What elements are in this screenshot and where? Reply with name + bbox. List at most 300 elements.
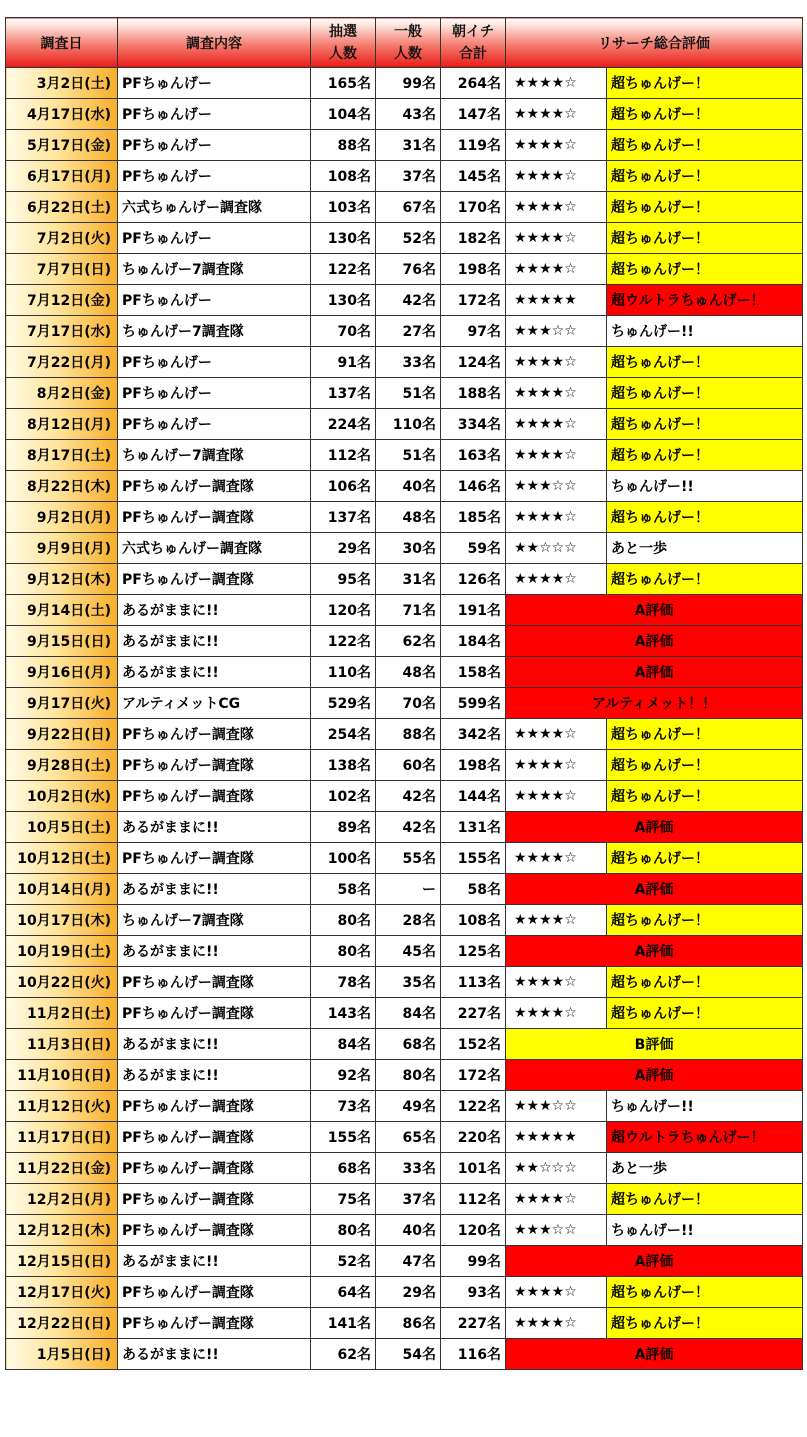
survey-content-cell: PFちゅんげー [118,347,311,378]
rating-stars-cell: ★★★★☆ [506,99,607,130]
total-count-cell: 99名 [441,1246,506,1277]
lottery-count-cell: 95名 [311,564,376,595]
survey-date-cell: 10月12日(土) [6,843,118,874]
rating-stars-cell: ★★★★☆ [506,905,607,936]
total-count-cell: 116名 [441,1339,506,1370]
lottery-count-cell: 84名 [311,1029,376,1060]
survey-date-cell: 1月5日(日) [6,1339,118,1370]
general-count-cell: 54名 [376,1339,441,1370]
rating-eval-cell: A評価 [506,812,803,843]
total-count-cell: 124名 [441,347,506,378]
total-count-cell: 220名 [441,1122,506,1153]
header-total [441,18,506,68]
survey-content-cell: あるがままに!! [118,1246,311,1277]
table-row [6,688,803,719]
survey-content-cell: PFちゅんげー調査隊 [118,967,311,998]
rating-stars-cell: ★★★★☆ [506,1277,607,1308]
rating-eval-cell: 超ちゅんげー！ [607,223,803,254]
table-row [6,843,803,874]
rating-eval-cell: 超ちゅんげー！ [607,99,803,130]
lottery-count-cell: 155名 [311,1122,376,1153]
rating-eval-cell: 超ウルトラちゅんげー！ [607,1122,803,1153]
survey-date-cell: 5月17日(金) [6,130,118,161]
rating-stars-cell: ★★★★☆ [506,192,607,223]
general-count-cell: 48名 [376,657,441,688]
survey-content-cell: あるがままに!! [118,626,311,657]
header-content: 調査内容 [118,18,311,68]
survey-date-cell: 4月17日(水) [6,99,118,130]
lottery-count-cell: 122名 [311,254,376,285]
general-count-cell: 47名 [376,1246,441,1277]
rating-eval-cell: 超ウルトラちゅんげー！ [607,285,803,316]
survey-date-cell: 3月2日(土) [6,68,118,99]
survey-date-cell: 9月17日(火) [6,688,118,719]
total-count-cell: 188名 [441,378,506,409]
total-count-cell: 198名 [441,750,506,781]
table-row [6,1060,803,1091]
general-count-cell: 67名 [376,192,441,223]
rating-stars-cell: ★★★★☆ [506,843,607,874]
rating-eval-cell: アルティメット！！ [506,688,803,719]
lottery-count-cell: 68名 [311,1153,376,1184]
survey-content-cell: PFちゅんげー [118,378,311,409]
table-row [6,719,803,750]
table-row [6,750,803,781]
lottery-count-cell: 138名 [311,750,376,781]
general-count-cell: 80名 [376,1060,441,1091]
survey-content-cell: PFちゅんげー調査隊 [118,750,311,781]
survey-content-cell: PFちゅんげー調査隊 [118,1277,311,1308]
table-row [6,1215,803,1246]
general-count-cell: 43名 [376,99,441,130]
survey-content-cell: あるがままに!! [118,1060,311,1091]
survey-content-cell: ちゅんげー7調査隊 [118,440,311,471]
rating-eval-cell: 超ちゅんげー！ [607,967,803,998]
lottery-count-cell: 112名 [311,440,376,471]
rating-stars-cell: ★★★★☆ [506,719,607,750]
rating-stars-cell: ★★★★☆ [506,254,607,285]
research-table [5,17,803,1370]
survey-content-cell: あるがままに!! [118,874,311,905]
table-row [6,1339,803,1370]
table-row [6,502,803,533]
lottery-count-cell: 122名 [311,626,376,657]
table-row [6,1029,803,1060]
table-row [6,285,803,316]
general-count-cell: 35名 [376,967,441,998]
rating-stars-cell: ★★★★☆ [506,378,607,409]
total-count-cell: 198名 [441,254,506,285]
survey-content-cell: PFちゅんげー調査隊 [118,1153,311,1184]
survey-date-cell: 11月3日(日) [6,1029,118,1060]
lottery-count-cell: 104名 [311,99,376,130]
header-date: 調査日 [6,18,118,68]
rating-stars-cell: ★★★☆☆ [506,1091,607,1122]
rating-stars-cell: ★★★★☆ [506,347,607,378]
general-count-cell: 84名 [376,998,441,1029]
header-total-line1: 朝イチ [452,23,494,40]
lottery-count-cell: 88名 [311,130,376,161]
survey-content-cell: PFちゅんげー調査隊 [118,1091,311,1122]
survey-date-cell: 8月17日(土) [6,440,118,471]
rating-eval-cell: ちゅんげー!! [607,316,803,347]
survey-content-cell: PFちゅんげー [118,99,311,130]
survey-content-cell: PFちゅんげー調査隊 [118,998,311,1029]
table-row [6,347,803,378]
lottery-count-cell: 529名 [311,688,376,719]
rating-eval-cell: 超ちゅんげー！ [607,347,803,378]
rating-eval-cell: 超ちゅんげー！ [607,905,803,936]
table-row [6,564,803,595]
survey-date-cell: 8月2日(金) [6,378,118,409]
lottery-count-cell: 130名 [311,285,376,316]
general-count-cell: 70名 [376,688,441,719]
table-row [6,471,803,502]
general-count-cell: 65名 [376,1122,441,1153]
survey-date-cell: 7月17日(水) [6,316,118,347]
rating-eval-cell: 超ちゅんげー！ [607,68,803,99]
survey-content-cell: PFちゅんげー調査隊 [118,781,311,812]
rating-stars-cell: ★★★★☆ [506,161,607,192]
total-count-cell: 599名 [441,688,506,719]
survey-content-cell: PFちゅんげー調査隊 [118,564,311,595]
general-count-cell: 42名 [376,781,441,812]
rating-stars-cell: ★★☆☆☆ [506,1153,607,1184]
total-count-cell: 112名 [441,1184,506,1215]
survey-content-cell: PFちゅんげー [118,285,311,316]
rating-eval-cell: 超ちゅんげー！ [607,998,803,1029]
survey-content-cell: PFちゅんげー [118,223,311,254]
rating-eval-cell: B評価 [506,1029,803,1060]
survey-date-cell: 11月22日(金) [6,1153,118,1184]
total-count-cell: 342名 [441,719,506,750]
table-row [6,657,803,688]
rating-stars-cell: ★★★★★ [506,1122,607,1153]
rating-stars-cell: ★★★★☆ [506,564,607,595]
rating-eval-cell: 超ちゅんげー！ [607,564,803,595]
general-count-cell: 49名 [376,1091,441,1122]
rating-eval-cell: 超ちゅんげー！ [607,781,803,812]
table-header [6,18,803,68]
rating-stars-cell: ★★★★☆ [506,68,607,99]
total-count-cell: 182名 [441,223,506,254]
rating-eval-cell: ちゅんげー!! [607,1215,803,1246]
rating-eval-cell: 超ちゅんげー！ [607,1277,803,1308]
table-row [6,812,803,843]
lottery-count-cell: 254名 [311,719,376,750]
survey-date-cell: 7月22日(月) [6,347,118,378]
rating-eval-cell: 超ちゅんげー！ [607,378,803,409]
survey-date-cell: 8月12日(月) [6,409,118,440]
general-count-cell: 55名 [376,843,441,874]
survey-date-cell: 9月22日(日) [6,719,118,750]
table-row [6,781,803,812]
rating-eval-cell: あと一歩 [607,533,803,564]
lottery-count-cell: 58名 [311,874,376,905]
total-count-cell: 93名 [441,1277,506,1308]
total-count-cell: 152名 [441,1029,506,1060]
table-row [6,1122,803,1153]
table-body [6,68,803,1370]
table-row [6,1184,803,1215]
table-row [6,99,803,130]
survey-date-cell: 9月28日(土) [6,750,118,781]
table-row [6,626,803,657]
lottery-count-cell: 165名 [311,68,376,99]
survey-content-cell: PFちゅんげー [118,68,311,99]
survey-date-cell: 9月14日(土) [6,595,118,626]
table-row [6,440,803,471]
table-row [6,223,803,254]
lottery-count-cell: 80名 [311,936,376,967]
lottery-count-cell: 52名 [311,1246,376,1277]
rating-eval-cell: 超ちゅんげー！ [607,192,803,223]
general-count-cell: 88名 [376,719,441,750]
survey-content-cell: あるがままに!! [118,936,311,967]
survey-date-cell: 9月16日(月) [6,657,118,688]
survey-date-cell: 7月2日(火) [6,223,118,254]
table-row [6,409,803,440]
total-count-cell: 172名 [441,1060,506,1091]
rating-eval-cell: A評価 [506,1060,803,1091]
survey-content-cell: あるがままに!! [118,812,311,843]
lottery-count-cell: 100名 [311,843,376,874]
general-count-cell: 51名 [376,378,441,409]
rating-stars-cell: ★★★★☆ [506,440,607,471]
survey-content-cell: 六式ちゅんげー調査隊 [118,533,311,564]
lottery-count-cell: 75名 [311,1184,376,1215]
lottery-count-cell: 103名 [311,192,376,223]
survey-date-cell: 10月2日(水) [6,781,118,812]
survey-content-cell: PFちゅんげー調査隊 [118,471,311,502]
total-count-cell: 170名 [441,192,506,223]
rating-eval-cell: 超ちゅんげー！ [607,254,803,285]
lottery-count-cell: 80名 [311,1215,376,1246]
rating-stars-cell: ★★★★☆ [506,967,607,998]
survey-date-cell: 7月7日(日) [6,254,118,285]
general-count-cell: 40名 [376,1215,441,1246]
survey-content-cell: ちゅんげー7調査隊 [118,905,311,936]
lottery-count-cell: 64名 [311,1277,376,1308]
header-lottery-line2: 人数 [329,45,357,62]
rating-stars-cell: ★★★★☆ [506,1308,607,1339]
survey-content-cell: PFちゅんげー [118,130,311,161]
header-general-line1: 一般 [394,23,422,40]
table-row [6,1246,803,1277]
total-count-cell: 131名 [441,812,506,843]
header-total-line2: 合計 [459,45,487,62]
total-count-cell: 126名 [441,564,506,595]
header-general-line2: 人数 [394,45,422,62]
general-count-cell: 31名 [376,564,441,595]
rating-stars-cell: ★★★★☆ [506,409,607,440]
rating-eval-cell: 超ちゅんげー！ [607,750,803,781]
survey-date-cell: 12月2日(月) [6,1184,118,1215]
general-count-cell: 28名 [376,905,441,936]
total-count-cell: 227名 [441,1308,506,1339]
survey-content-cell: PFちゅんげー調査隊 [118,843,311,874]
lottery-count-cell: 137名 [311,378,376,409]
survey-date-cell: 9月2日(月) [6,502,118,533]
table-row [6,874,803,905]
general-count-cell: 29名 [376,1277,441,1308]
general-count-cell: 33名 [376,1153,441,1184]
total-count-cell: 163名 [441,440,506,471]
survey-date-cell: 11月17日(日) [6,1122,118,1153]
total-count-cell: 122名 [441,1091,506,1122]
survey-content-cell: PFちゅんげー [118,161,311,192]
table-row [6,161,803,192]
rating-stars-cell: ★★★★☆ [506,781,607,812]
survey-date-cell: 12月17日(火) [6,1277,118,1308]
general-count-cell: 27名 [376,316,441,347]
survey-content-cell: PFちゅんげー調査隊 [118,719,311,750]
total-count-cell: 227名 [441,998,506,1029]
rating-stars-cell: ★★★★☆ [506,130,607,161]
rating-stars-cell: ★★★☆☆ [506,316,607,347]
total-count-cell: 185名 [441,502,506,533]
rating-eval-cell: 超ちゅんげー！ [607,1184,803,1215]
survey-date-cell: 6月17日(月) [6,161,118,192]
survey-date-cell: 11月2日(土) [6,998,118,1029]
rating-stars-cell: ★★★☆☆ [506,471,607,502]
total-count-cell: 120名 [441,1215,506,1246]
rating-eval-cell: A評価 [506,1339,803,1370]
general-count-cell: 33名 [376,347,441,378]
survey-content-cell: ちゅんげー7調査隊 [118,316,311,347]
total-count-cell: 191名 [441,595,506,626]
table-row [6,1091,803,1122]
total-count-cell: 101名 [441,1153,506,1184]
general-count-cell: 110名 [376,409,441,440]
general-count-cell: 40名 [376,471,441,502]
general-count-cell: 31名 [376,130,441,161]
table-row [6,378,803,409]
survey-content-cell: あるがままに!! [118,1029,311,1060]
survey-date-cell: 11月12日(火) [6,1091,118,1122]
table-row [6,1308,803,1339]
general-count-cell: 99名 [376,68,441,99]
rating-stars-cell: ★★☆☆☆ [506,533,607,564]
header-lottery [311,18,376,68]
survey-date-cell: 12月12日(木) [6,1215,118,1246]
rating-eval-cell: A評価 [506,595,803,626]
survey-date-cell: 10月17日(木) [6,905,118,936]
general-count-cell: 37名 [376,161,441,192]
general-count-cell: 42名 [376,812,441,843]
total-count-cell: 146名 [441,471,506,502]
rating-eval-cell: 超ちゅんげー！ [607,843,803,874]
rating-eval-cell: 超ちゅんげー！ [607,502,803,533]
rating-eval-cell: ちゅんげー!! [607,471,803,502]
lottery-count-cell: 130名 [311,223,376,254]
header-row [6,18,803,68]
survey-content-cell: あるがままに!! [118,657,311,688]
lottery-count-cell: 141名 [311,1308,376,1339]
general-count-cell: 52名 [376,223,441,254]
table-row [6,130,803,161]
table-row [6,998,803,1029]
survey-date-cell: 9月15日(日) [6,626,118,657]
rating-eval-cell: 超ちゅんげー！ [607,161,803,192]
table-row [6,595,803,626]
header-general [376,18,441,68]
general-count-cell: 86名 [376,1308,441,1339]
survey-date-cell: 12月22日(日) [6,1308,118,1339]
survey-content-cell: 六式ちゅんげー調査隊 [118,192,311,223]
lottery-count-cell: 78名 [311,967,376,998]
total-count-cell: 264名 [441,68,506,99]
survey-date-cell: 10月22日(火) [6,967,118,998]
lottery-count-cell: 80名 [311,905,376,936]
survey-content-cell: アルティメットCG [118,688,311,719]
rating-eval-cell: あと一歩 [607,1153,803,1184]
rating-stars-cell: ★★★★☆ [506,1184,607,1215]
rating-eval-cell: 超ちゅんげー！ [607,409,803,440]
lottery-count-cell: 120名 [311,595,376,626]
total-count-cell: 158名 [441,657,506,688]
survey-date-cell: 6月22日(土) [6,192,118,223]
lottery-count-cell: 29名 [311,533,376,564]
total-count-cell: 108名 [441,905,506,936]
rating-eval-cell: 超ちゅんげー！ [607,719,803,750]
survey-content-cell: PFちゅんげー調査隊 [118,1308,311,1339]
general-count-cell: 48名 [376,502,441,533]
total-count-cell: 147名 [441,99,506,130]
rating-stars-cell: ★★★★☆ [506,998,607,1029]
survey-date-cell: 12月15日(日) [6,1246,118,1277]
general-count-cell: ー [376,874,441,905]
table-row [6,1277,803,1308]
table-row [6,936,803,967]
header-rating: リサーチ総合評価 [506,18,803,68]
rating-eval-cell: 超ちゅんげー！ [607,440,803,471]
rating-eval-cell: A評価 [506,874,803,905]
lottery-count-cell: 73名 [311,1091,376,1122]
survey-content-cell: あるがままに!! [118,595,311,626]
rating-stars-cell: ★★★☆☆ [506,1215,607,1246]
general-count-cell: 45名 [376,936,441,967]
header-lottery-line1: 抽選 [329,23,357,40]
survey-date-cell: 7月12日(金) [6,285,118,316]
table-row [6,192,803,223]
total-count-cell: 144名 [441,781,506,812]
lottery-count-cell: 102名 [311,781,376,812]
lottery-count-cell: 91名 [311,347,376,378]
table-row [6,967,803,998]
rating-eval-cell: A評価 [506,657,803,688]
total-count-cell: 97名 [441,316,506,347]
table-row [6,1153,803,1184]
rating-eval-cell: A評価 [506,1246,803,1277]
table-row [6,905,803,936]
table-row [6,533,803,564]
rating-eval-cell: A評価 [506,626,803,657]
survey-date-cell: 8月22日(木) [6,471,118,502]
lottery-count-cell: 108名 [311,161,376,192]
rating-stars-cell: ★★★★☆ [506,223,607,254]
rating-eval-cell: 超ちゅんげー！ [607,1308,803,1339]
survey-content-cell: あるがままに!! [118,1339,311,1370]
survey-date-cell: 9月12日(木) [6,564,118,595]
total-count-cell: 119名 [441,130,506,161]
lottery-count-cell: 110名 [311,657,376,688]
survey-date-cell: 11月10日(日) [6,1060,118,1091]
lottery-count-cell: 224名 [311,409,376,440]
general-count-cell: 37名 [376,1184,441,1215]
survey-date-cell: 10月5日(土) [6,812,118,843]
survey-content-cell: PFちゅんげー調査隊 [118,502,311,533]
